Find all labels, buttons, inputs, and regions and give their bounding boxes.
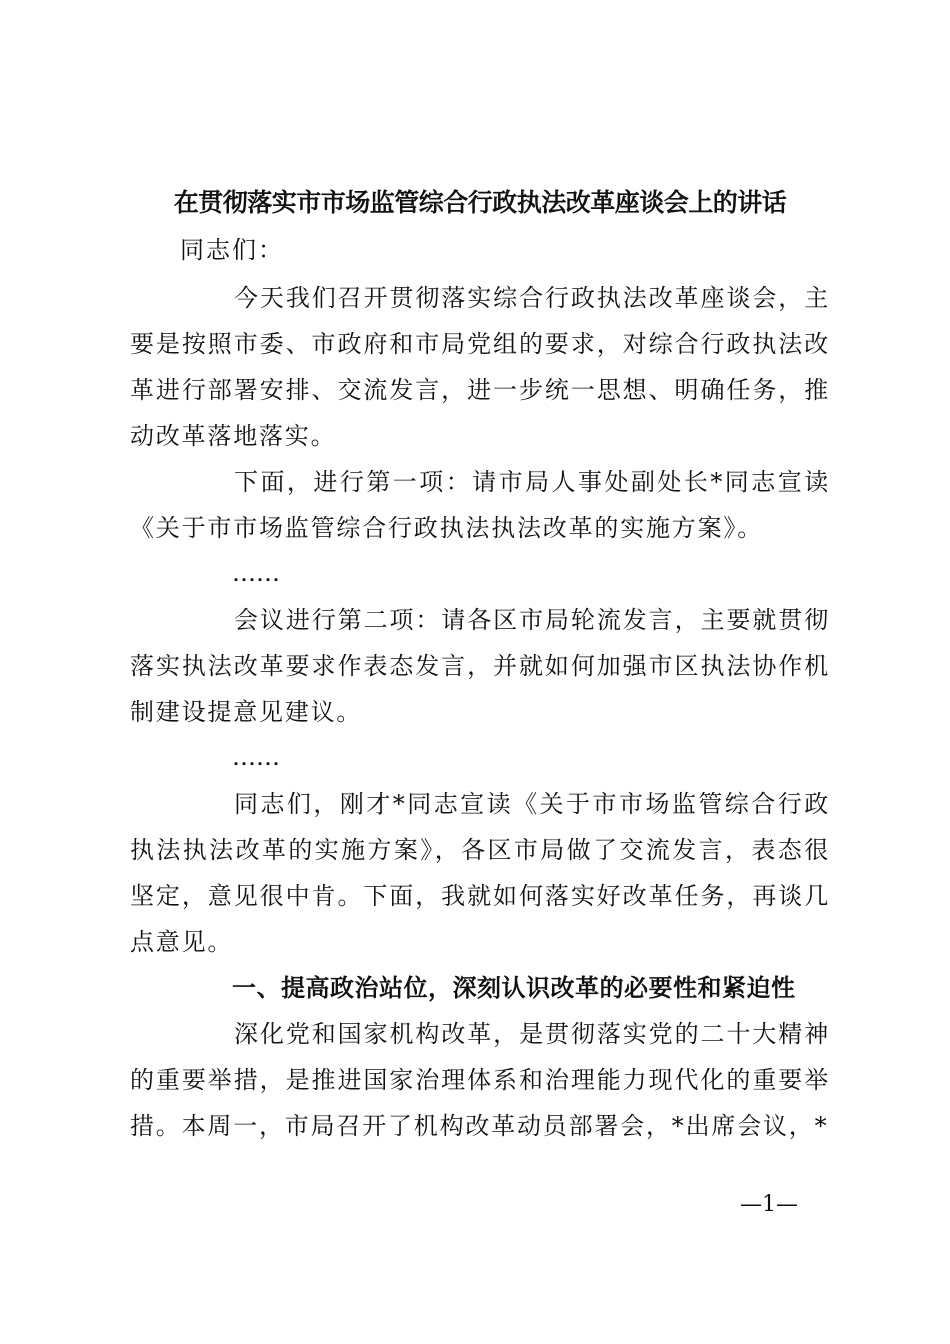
document-title: 在贯彻落实市市场监管综合行政执法改革座谈会上的讲话 <box>173 188 787 217</box>
paragraph-item-two: 会议进行第二项：请各区市局轮流发言，主要就贯彻落实执法改革要求作表态发言，并就如何加强市区执法协作机制建设提意见建议。 <box>130 606 830 726</box>
section-heading: 一、提高政治站位，深刻认识改革的必要性和紧迫性 <box>232 974 796 1002</box>
salutation: 同志们： <box>180 236 284 264</box>
ellipsis-1: …… <box>232 559 280 587</box>
paragraph-opening: 今天我们召开贯彻落实综合行政执法改革座谈会，主要是按照市委、市政府和市局党组的要求，对综合行政执法改革进行部署安排、交流发言，进一步统一思想、明确任务，推动改革落地落实。 <box>130 284 830 450</box>
ellipsis-2: …… <box>232 743 280 771</box>
paragraph-section-one: 深化党和国家机构改革，是贯彻落实党的二十大精神的重要举措，是推进国家治理体系和治理能力现代化的重要举措。本周一，市局召开了机构改革动员部署会，*出席会议，* <box>130 1020 830 1140</box>
page-number: —1— <box>740 1192 798 1217</box>
paragraph-item-one: 下面，进行第一项：请市局人事处副处长*同志宣读《关于市市场监管综合行政执法执法改革的实施方案》。 <box>130 468 830 542</box>
paragraph-transition: 同志们，刚才*同志宣读《关于市市场监管综合行政执法执法改革的实施方案》，各区市局做了交流发言，表态很坚定，意见很中肯。下面，我就如何落实好改革任务，再谈几点意见。 <box>130 790 830 956</box>
